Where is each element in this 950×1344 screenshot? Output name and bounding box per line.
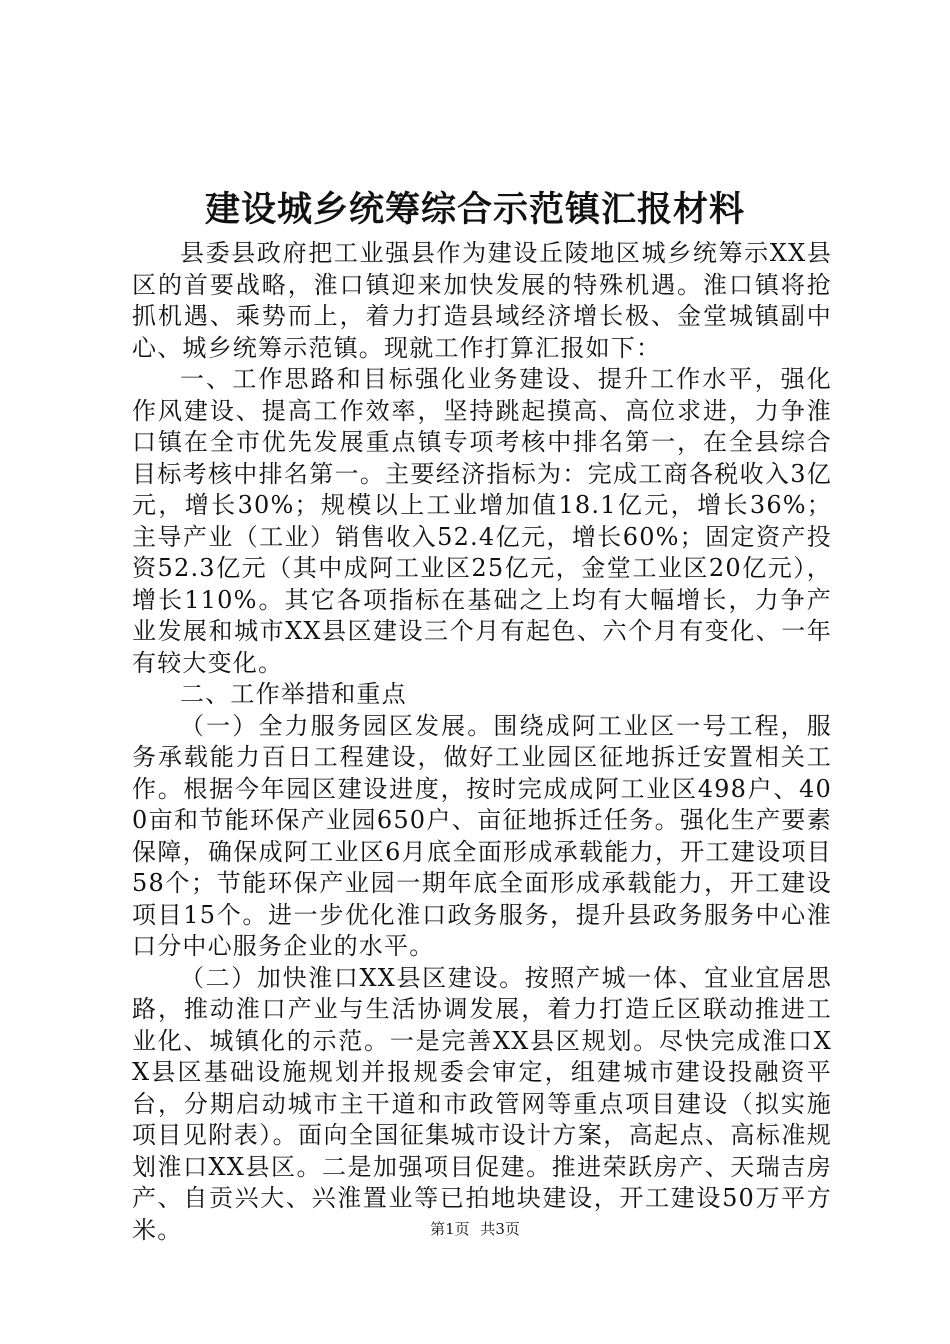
paragraph-subsection-1: （一）全力服务园区发展。围绕成阿工业区一号工程，服务承载能力百日工程建设，做好工业园区征地拆迁安置相关工作。根据今年园区建设进度，按时完成成阿工业区498户、400亩和节能环保产业园650户、亩征地拆迁任务。强化生产要素保障，确保成阿工业区6月底全面形成承载能力，开工建设项目58个；节能环保产业园一期年底全面形成承载能力，开工建设项目15个。进一步优化淮口政务服务，提升县政务服务中心淮口分中心服务企业的水平。 [132, 711, 832, 960]
page-total: 共3页 [480, 1220, 520, 1238]
paragraph-intro: 县委县政府把工业强县作为建设丘陵地区城乡统筹示XX县区的首要战略，淮口镇迎来加快发展的特殊机遇。淮口镇将抢抓机遇、乘势而上，着力打造县域经济增长极、金堂城镇副中心、城乡统筹示范镇。现就工作打算汇报如下： [132, 239, 832, 362]
paragraph-section-2-heading: 二、工作举措和重点 [180, 680, 407, 708]
paragraph-section-1: 一、工作思路和目标强化业务建设、提升工作水平，强化作风建设、提高工作效率，坚持跳起摸高、高位求进，力争淮口镇在全市优先发展重点镇专项考核中排名第一，在全县综合目标考核中排名第一。主要经济指标为：完成工商各税收入3亿元，增长30%；规模以上工业增加值18.1亿元，增长36%；主导产业（工业）销售收入52.4亿元，增长60%；固定资产投资52.3亿元（其中成阿工业区25亿元，金堂工业区20亿元），增长110%。其它各项指标在基础之上均有大幅增长，力争产业发展和城市XX县区建设三个月有起色、六个月有变化、一年有较大变化。 [132, 365, 832, 677]
page-number: 第1页 [430, 1220, 470, 1238]
document-body [132, 238, 832, 1246]
page-footer [0, 1218, 950, 1240]
paragraph-subsection-2: （二）加快淮口XX县区建设。按照产城一体、宜业宜居思路，推动淮口产业与生活协调发展，着力打造丘区联动推进工业化、城镇化的示范。一是完善XX县区规划。尽快完成淮口XX县区基础设施规划并报规委会审定，组建城市建设投融资平台，分期启动城市主干道和市政管网等重点项目建设（拟实施项目见附表）。面向全国征集城市设计方案，高起点、高标准规划淮口XX县区。二是加强项目促建。推进荣跃房产、天瑞吉房产、自贡兴大、兴淮置业等已拍地块建设，开工建设50万平方米。 [132, 963, 832, 1244]
document-title: 建设城乡统筹综合示范镇汇报材料 [204, 189, 745, 230]
